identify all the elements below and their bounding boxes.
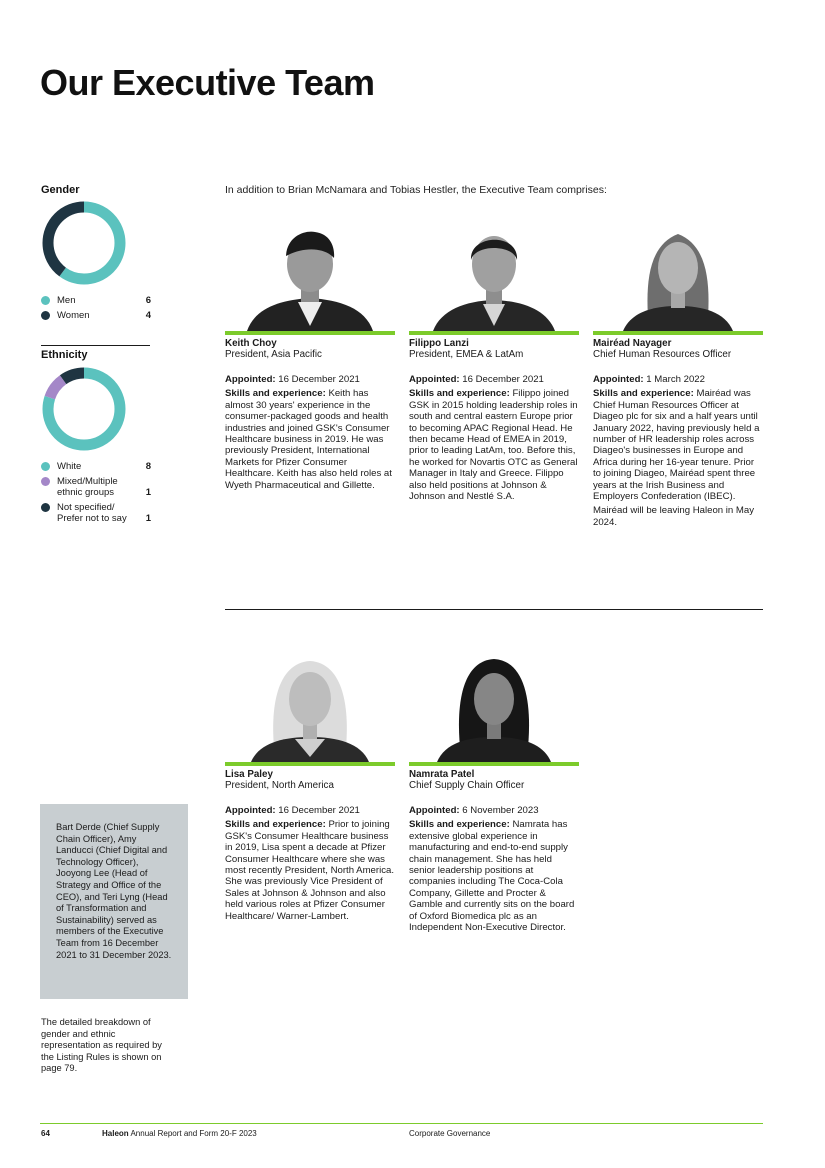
footer-section: Corporate Governance <box>409 1129 491 1138</box>
legend-label: Not specified/ Prefer not to say <box>57 501 127 524</box>
section-rule <box>41 345 150 346</box>
portrait-photo <box>225 226 395 331</box>
legend-item-women <box>41 310 151 322</box>
member-role: President, Asia Pacific <box>225 349 322 360</box>
member-name: Filippo Lanzi <box>409 338 469 349</box>
skills-text: Keith has almost 30 years' experience in the consumer-packaged goods and health industries and joined GSK's Consumer Healthcare business in 2019. He was previously President, International Markets for Pfizer Consumer Healthcare. Keith has also held roles at Wyeth Pharmaceutical and Gillette. <box>225 388 392 491</box>
ethnicity-donut-chart <box>41 366 127 452</box>
skills-text: Namrata has extensive global experience in manufacturing and end-to-end supply chain management. She has held senior leadership positions at companies including The Coca-Cola Company, Gillette and Procter & Gamble and currently sits on the board of Oxford Biomedica plc as an Independent Non-Executive Director. <box>409 819 575 934</box>
footer-page-number: 64 <box>41 1129 50 1138</box>
appointed-label: Appointed: <box>593 374 644 385</box>
leaving-note: Mairéad will be leaving Haleon in May 2024. <box>593 505 755 528</box>
appointed-label: Appointed: <box>409 374 460 385</box>
skills-label: Skills and experience: <box>409 819 510 831</box>
footer-report-title <box>102 1129 257 1138</box>
member-role: President, EMEA & LatAm <box>409 349 524 360</box>
legend-count: 8 <box>145 461 151 472</box>
legend-item-white <box>41 461 151 473</box>
legend-label: Men <box>57 295 76 306</box>
legend-count: 1 <box>145 487 151 498</box>
legend-label: Mixed/Multiple ethnic groups <box>57 475 118 498</box>
member-role: Chief Supply Chain Officer <box>409 780 525 791</box>
teal-dot-icon <box>41 296 50 305</box>
skills-label: Skills and experience: <box>225 388 326 400</box>
skills-label: Skills and experience: <box>409 388 510 400</box>
gender-donut-chart <box>41 200 127 286</box>
gender-heading: Gender <box>41 184 80 196</box>
legend-label: Women <box>57 309 90 321</box>
gender-legend <box>41 295 151 324</box>
member-card-namrata-patel <box>409 657 579 936</box>
intro-text: In addition to Brian McNamara and Tobias Hestler, the Executive Team comprises: <box>225 184 607 196</box>
teal-dot-icon <box>41 462 50 471</box>
appointed-date: 6 November 2023 <box>459 805 539 816</box>
skills-label: Skills and experience: <box>225 819 326 831</box>
ethnicity-legend <box>41 461 151 528</box>
member-card-lisa-paley <box>225 657 395 925</box>
portrait-photo <box>409 226 579 331</box>
member-card-filippo-lanzi <box>409 226 579 505</box>
legend-count: 1 <box>145 513 151 524</box>
green-accent-bar <box>409 331 579 335</box>
skills-label: Skills and experience: <box>593 388 694 400</box>
legend-item-men <box>41 295 151 307</box>
skills-text: Filippo joined GSK in 2015 holding leadership roles in south and central eastern Europe prior to becoming APAC Regional Head. He then became Head of EMEA in 2019, prior to leading LatAm, too. Before this, he worked for Novartis OTC as General Manager in Italy and Greece. Filippo also held positions at Johnson & Johnson and Nestlé S.A. <box>409 388 578 503</box>
listing-rules-note: The detailed breakdown of gender and ethnic representation as required by the Listing Rules is shown on page 79. <box>41 1017 162 1074</box>
page-title: Our Executive Team <box>40 62 375 103</box>
green-accent-bar <box>225 331 395 335</box>
member-card-mairead-nayager <box>593 226 763 531</box>
green-accent-bar <box>593 331 763 335</box>
member-name: Keith Choy <box>225 338 277 349</box>
appointed-label: Appointed: <box>409 805 460 816</box>
skills-text: Prior to joining GSK's Consumer Healthcare business in 2019, Lisa spent a decade at Pfizer Consumer Healthcare where she was most recently President, North America. She was previously Vice President of Sales at Johnson & Johnson and also held various roles at Pfizer Consumer Healthcare/ Warner-Lambert. <box>225 819 395 922</box>
portrait-photo <box>593 226 763 331</box>
section-divider <box>225 609 763 610</box>
former-members-note: Bart Derde (Chief Supply Chain Officer), Amy Landucci (Chief Digital and Technology Officer), Jooyong Lee (Head of Strategy and Office of the CEO), and Teri Lyng (Head of Transformation and Sustainability) served as members of the Executive Team from 16 December 2021 to 31 December 2023. <box>40 804 188 999</box>
green-accent-bar <box>225 762 395 766</box>
member-card-keith-choy <box>225 226 395 494</box>
member-role: Chief Human Resources Officer <box>593 349 732 360</box>
appointed-date: 16 December 2021 <box>459 374 544 385</box>
legend-item-not-specified <box>41 502 151 525</box>
navy-dot-icon <box>41 503 50 512</box>
green-accent-bar <box>409 762 579 766</box>
portrait-photo <box>409 657 579 762</box>
brand-name: Haleon <box>102 1129 129 1138</box>
report-name: Annual Report and Form 20-F 2023 <box>130 1129 257 1138</box>
appointed-label: Appointed: <box>225 805 276 816</box>
footer-rule <box>40 1123 763 1124</box>
member-name: Lisa Paley <box>225 769 273 780</box>
appointed-date: 16 December 2021 <box>275 805 360 816</box>
member-name: Namrata Patel <box>409 769 475 780</box>
member-name: Mairéad Nayager <box>593 338 672 349</box>
legend-count: 4 <box>145 309 151 321</box>
appointed-label: Appointed: <box>225 374 276 385</box>
ethnicity-heading: Ethnicity <box>41 349 88 361</box>
appointed-date: 1 March 2022 <box>643 374 705 385</box>
legend-count: 6 <box>145 295 151 306</box>
purple-dot-icon <box>41 477 50 486</box>
skills-text: Mairéad was Chief Human Resources Officer at Diageo plc for six and a half years until January 2022, having previously held a number of HR leadership roles across Diageo's businesses in Europe and Africa during her 16-year tenure. Prior to joining Diageo, Mairéad spent three years at the Irish Business and Employers Confederation (IBEC). <box>593 388 760 503</box>
portrait-photo <box>225 657 395 762</box>
appointed-date: 16 December 2021 <box>275 374 360 385</box>
navy-dot-icon <box>41 311 50 320</box>
legend-item-mixed <box>41 476 151 499</box>
legend-label: White <box>57 461 82 472</box>
member-role: President, North America <box>225 780 334 791</box>
